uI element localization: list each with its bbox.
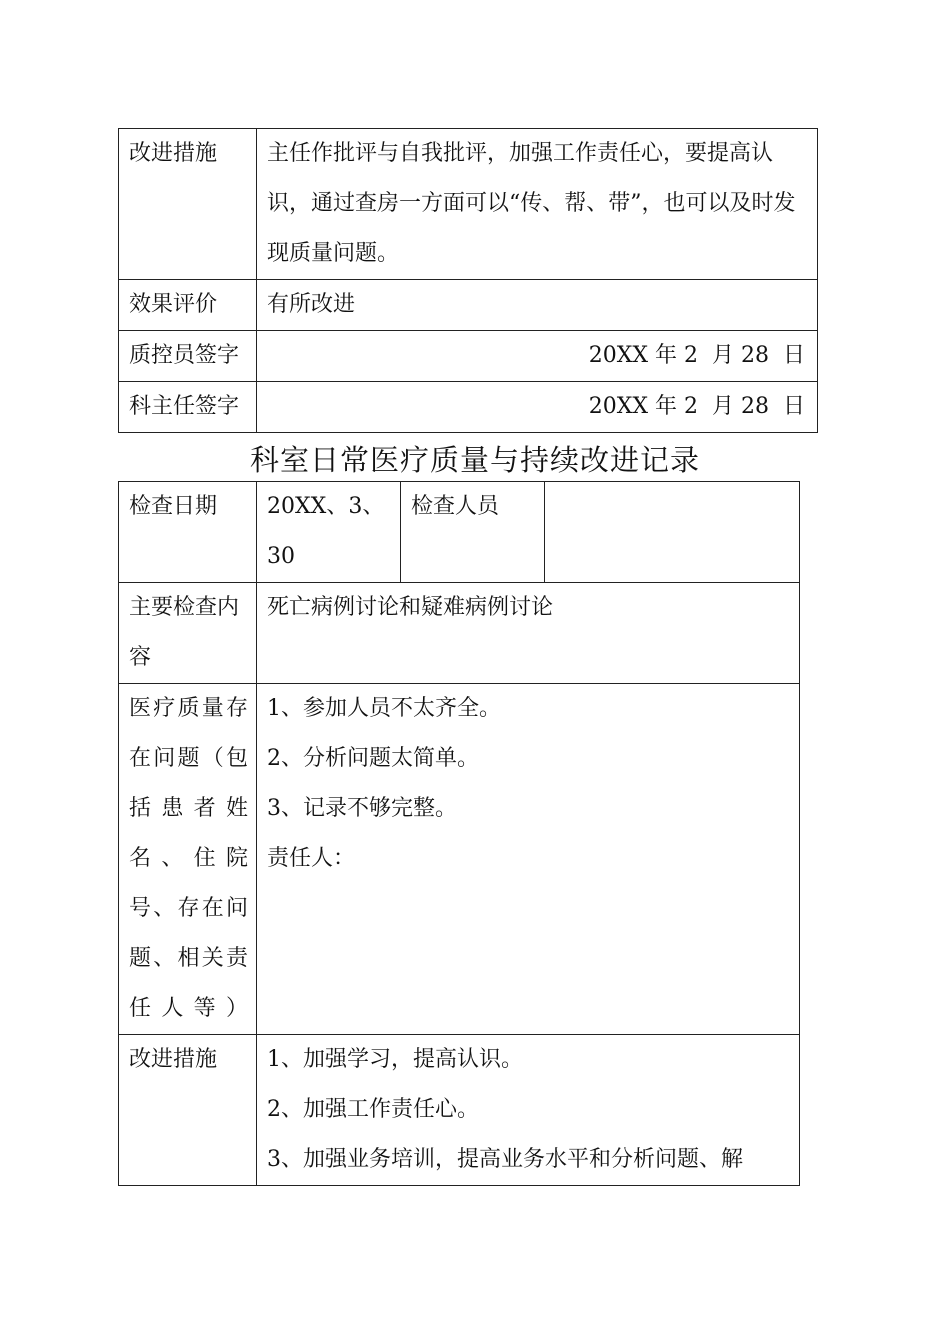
list-item: 2、加强工作责任心。 xyxy=(267,1097,479,1122)
list-item: 2、分析问题太简单。 xyxy=(267,746,479,771)
content-label: 主要检查内容 xyxy=(119,583,257,684)
measures-cell xyxy=(257,1035,800,1186)
inspector-label: 检查人员 xyxy=(401,482,545,583)
list-item: 责任人： xyxy=(267,846,356,871)
table-row xyxy=(119,129,818,280)
list-item: 1、加强学习，提高认识。 xyxy=(267,1047,523,1072)
check-date-label: 检查日期 xyxy=(119,482,257,583)
quality-record-table xyxy=(118,481,800,1186)
improvement-measures-text: 主任作批评与自我批评，加强工作责任心，要提高认识，通过查房一方面可以“传、帮、带”，也可以及时发现质量问题。 xyxy=(257,129,818,280)
qc-signature-date: 20XX 年 2 月 28 日 xyxy=(257,331,818,382)
table-row xyxy=(119,331,818,382)
content-value: 死亡病例讨论和疑难病例讨论 xyxy=(257,583,800,684)
problems-cell xyxy=(257,684,800,1035)
row-label: 科主任签字 xyxy=(119,382,257,433)
table-row xyxy=(119,1035,800,1186)
effect-evaluation-text: 有所改进 xyxy=(257,280,818,331)
inspector-value xyxy=(545,482,800,583)
problems-label: 医疗质量存在问题（包括患者姓名、住院号、存在问题、相关责任人等） xyxy=(119,684,257,1035)
table-row xyxy=(119,382,818,433)
table-row xyxy=(119,482,800,583)
table-row xyxy=(119,280,818,331)
row-label: 质控员签字 xyxy=(119,331,257,382)
row-label: 效果评价 xyxy=(119,280,257,331)
row-label: 改进措施 xyxy=(119,129,257,280)
quality-record-table-continued xyxy=(118,128,818,433)
table-row xyxy=(119,583,800,684)
director-signature-date: 20XX 年 2 月 28 日 xyxy=(257,382,818,433)
measures-label: 改进措施 xyxy=(119,1035,257,1186)
page-title: 科室日常医疗质量与持续改进记录 xyxy=(249,443,700,477)
list-item: 3、加强业务培训，提高业务水平和分析问题、解 xyxy=(267,1147,743,1172)
list-item: 1、参加人员不太齐全。 xyxy=(267,696,501,721)
list-item: 3、记录不够完整。 xyxy=(267,796,457,821)
table-row xyxy=(119,684,800,1035)
check-date-value: 20XX、3、30 xyxy=(257,482,401,583)
